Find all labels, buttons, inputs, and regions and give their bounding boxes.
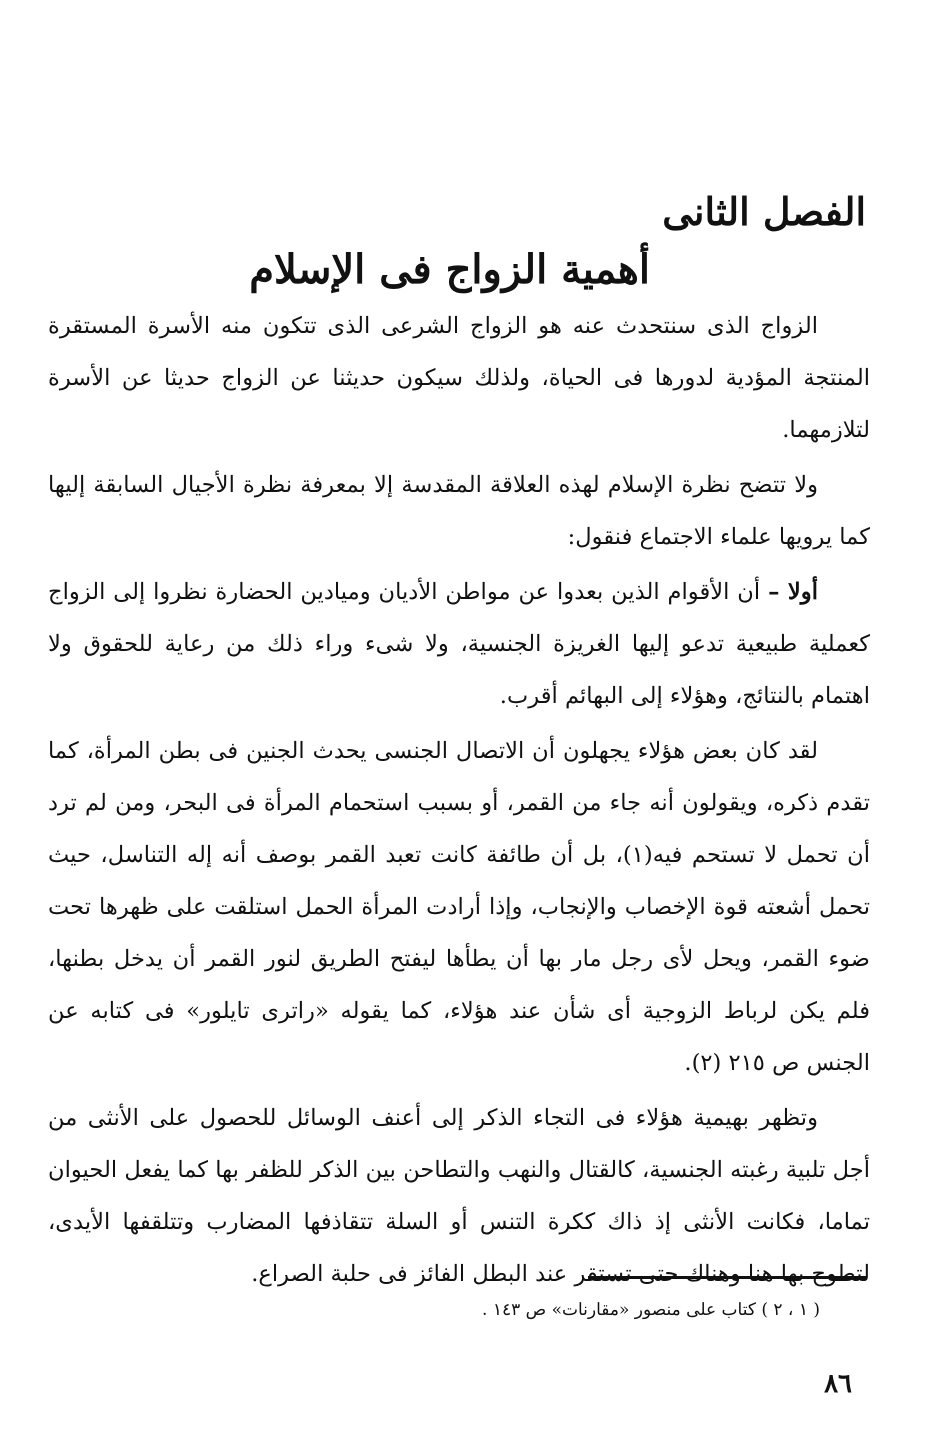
page-number: ٨٦ [824, 1369, 852, 1399]
footnote-divider [588, 1276, 866, 1279]
body-text [48, 300, 870, 1303]
paragraph-1: الزواج الذى سنتحدث عنه هو الزواج الشرعى الذى تتكون منه الأسرة المستقرة المنتجة المؤدية لدورها فى الحياة، ولذلك سيكون حديثنا عن الزواج حديثا عن الأسرة لتلازمهما. [48, 313, 870, 443]
paragraph-3 [48, 566, 870, 722]
footnote: ( ١ ، ٢ ) كتاب على منصور «مقارنات» ص ١٤٣ . [482, 1300, 820, 1320]
chapter-label: الفصل الثانى [662, 189, 866, 234]
paragraph-3-lead: أولا – [768, 579, 818, 605]
paragraph-3-text: أن الأقوام الذين بعدوا عن مواطن الأديان وميادين الحضارة نظروا إلى الزواج كعملية طبيعية تدعو إليها الغريزة الجنسية، ولا شىء وراء ذلك من رعاية للحقوق ولا اهتمام بالنتائج، وهؤلاء إلى البهائم أقرب. [48, 579, 870, 709]
paragraph-4: لقد كان بعض هؤلاء يجهلون أن الاتصال الجنسى يحدث الجنين فى بطن المرأة، كما تقدم ذكره، ويقولون أنه جاء من القمر، أو بسبب استحمام المرأة فى البحر، ومن لم ترد أن تحمل لا تستحم فيه(١)، بل أن طائفة كانت تعبد القمر بوصف أنه إله التناسل، حيث تحمل أشعته قوة الإخصاب والإنجاب، وإذا أرادت المرأة الحمل استلقت على ظهرها تحت ضوء القمر، ويحل لأى رجل مار بها أن يطأها ليفتح الطريق لنور القمر أن يدخل بطنها، فلم يكن لرباط الزوجية أى شأن عند هؤلاء، كما يقوله «راترى تايلور» فى كتابه عن الجنس ص ٢١٥ (٢). [48, 738, 870, 1076]
chapter-title: أهمية الزواج فى الإسلام [249, 246, 650, 293]
paragraph-5: وتظهر بهيمية هؤلاء فى التجاء الذكر إلى أعنف الوسائل للحصول على الأنثى من أجل تلبية رغبته الجنسية، كالقتال والنهب والتطاحن بين الذكر للظفر بها كما يفعل الحيوان تماما، فكانت الأنثى إذ ذاك ككرة التنس أو السلة تتقاذفها المضارب وتتلقفها الأيدى، لتطوح بها هنا وهناك حتى تستقر عند البطل الفائز فى حلبة الصراع. [48, 1105, 870, 1287]
paragraph-2: ولا تتضح نظرة الإسلام لهذه العلاقة المقدسة إلا بمعرفة نظرة الأجيال السابقة إليها كما يرويها علماء الاجتماع فنقول: [48, 472, 870, 550]
